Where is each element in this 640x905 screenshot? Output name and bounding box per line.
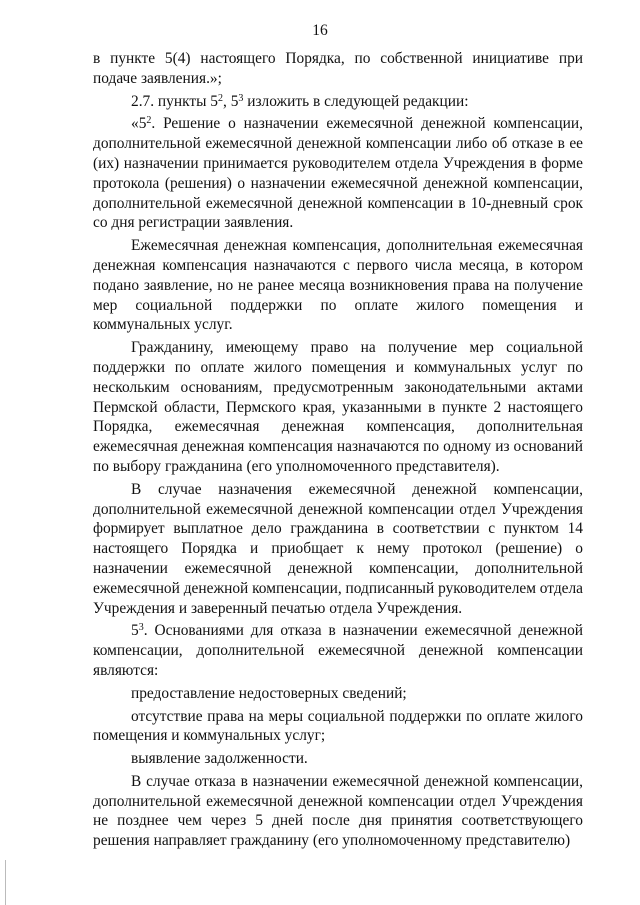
item-2-7-text-start: 2.7. пункты 5 xyxy=(131,92,218,110)
clause-5-2-text: . Решение о назначении ежемесячной денежной компенсации, дополнительной ежемесячной денежной компенсации либо об отказе в ее (их) назначении принимается руководителем отдела Учреждения в форме протокола (решения) о назначении ежемесячной денежной компенсации, дополнительной ежемесячной денежной компенсации в 10-дневный срок со дня регистрации заявления. xyxy=(93,115,583,232)
paragraph-multiple-grounds: Гражданину, имеющему право на получение мер социальной поддержки по оплате жилого помещения и коммунальных услуг по нескольким основаниям, предусмотренным законодательными актами Пермской области, Пермского края, указанными в пункте 2 настоящего Порядка, ежемесячная денежная компенсация, дополнительная ежемесячная денежная компенсация назначаются по одному из оснований по выбору гражданина (его уполномоченного представителя). xyxy=(93,339,583,475)
document-body xyxy=(93,49,583,851)
page-number: 16 xyxy=(312,22,328,39)
superscript-3: 3 xyxy=(238,92,244,104)
scan-edge-line xyxy=(5,860,6,905)
superscript-2: 2 xyxy=(218,92,223,104)
paragraph-refusal-notice: В случае отказа в назначении ежемесячной денежной компенсации, дополнительной ежемесячной денежной компенсации отдел Учреждения не позднее чем через 5 дней после дня принятия соответствующего решения направляет гражданину (его уполномоченному представителю) xyxy=(93,772,583,850)
paragraph-refusal-ground-3: выявление задолженности. xyxy=(131,750,308,768)
clause-5-3-text: . Основаниями для отказа в назначении ежемесячной денежной компенсации, дополнительной ежемесячной денежной компенсации являются: xyxy=(93,622,583,679)
clause-5-3-number: 5 xyxy=(131,622,139,640)
paragraph-payment-file: В случае назначения ежемесячной денежной компенсации, дополнительной ежемесячной денежной компенсации отдел Учреждения формирует выплатное дело гражданина в соответствии с пунктом 14 настоящего Порядка и приобщает к нему протокол (решение) о назначении ежемесячной денежной компенсации, дополнительной ежемесячной денежной компенсации, подписанный руководителем отдела Учреждения и заверенный печатью отдела Учреждения. xyxy=(93,480,583,617)
paragraph-continuation: в пункте 5(4) настоящего Порядка, по собственной инициативе при подаче заявления.»; xyxy=(93,50,583,87)
paragraph-refusal-ground-1: предоставление недостоверных сведений; xyxy=(131,684,407,702)
superscript-3: 3 xyxy=(138,622,144,634)
item-2-7-text-end: изложить в следующей редакции: xyxy=(243,92,469,110)
paragraph-refusal-ground-2: отсутствие права на меры социальной поддержки по оплате жилого помещения и коммунальных услуг; xyxy=(93,707,583,745)
paragraph-compensation-start: Ежемесячная денежная компенсация, дополнительная ежемесячная денежная компенсация назначаются с первого числа месяца, в котором подано заявление, но не ранее месяца возникновения права на получение мер социальной поддержки по оплате жилого помещения и коммунальных услуг. xyxy=(93,237,583,334)
item-2-7-text-mid: , 5 xyxy=(223,92,239,110)
paragraph-clause-5-2 xyxy=(93,114,583,233)
paragraph-item-2-7 xyxy=(93,92,583,112)
clause-5-2-number: «5 xyxy=(131,115,147,133)
paragraph-clause-5-3 xyxy=(93,621,583,680)
superscript-2: 2 xyxy=(146,115,152,127)
